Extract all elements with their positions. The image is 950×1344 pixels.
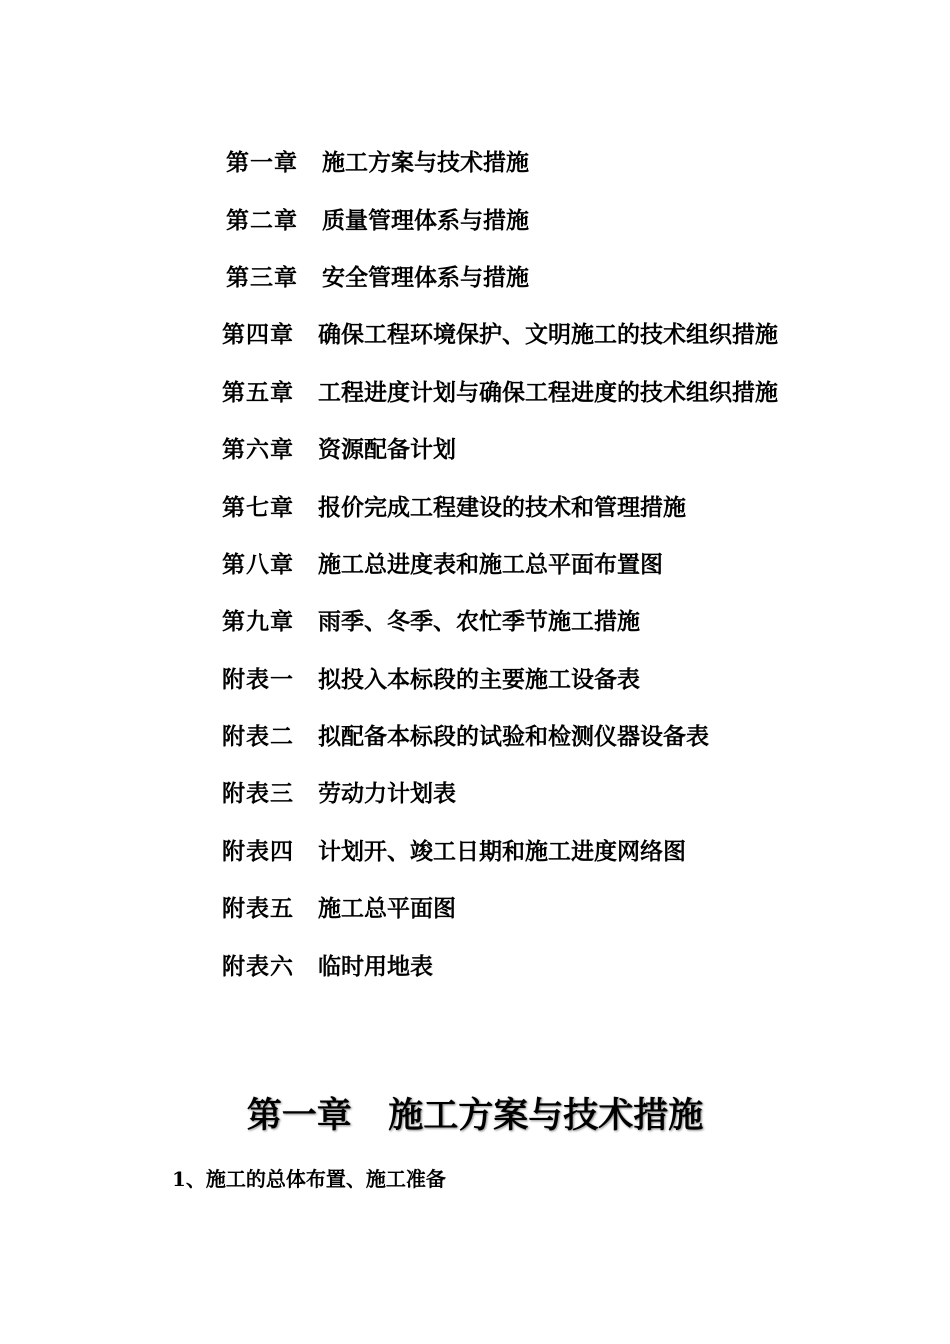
toc-entry-title: 拟投入本标段的主要施工设备表 [318, 665, 640, 693]
toc-entry-number: 附表六 [222, 952, 294, 980]
toc-entry-appendix-1[interactable] [222, 649, 902, 706]
toc-entry-chapter-3[interactable] [222, 247, 902, 304]
toc-entry-title: 临时用地表 [318, 952, 433, 980]
toc-entry-number: 第四章 [222, 321, 294, 349]
toc-entry-number: 第五章 [222, 378, 294, 406]
table-of-contents [222, 132, 902, 993]
toc-entry-title: 报价完成工程建设的技术和管理措施 [318, 493, 686, 521]
toc-entry-title: 雨季、冬季、农忙季节施工措施 [318, 608, 640, 636]
toc-entry-appendix-2[interactable] [222, 706, 902, 763]
toc-entry-number: 附表一 [222, 665, 294, 693]
toc-entry-number: 附表二 [222, 723, 294, 751]
toc-entry-title: 安全管理体系与措施 [322, 263, 529, 291]
toc-entry-number: 第八章 [222, 550, 294, 578]
toc-entry-number: 附表四 [222, 837, 294, 865]
toc-entry-number: 第三章 [226, 263, 298, 291]
toc-entry-title: 计划开、竣工日期和施工进度网络图 [318, 837, 686, 865]
toc-entry-title: 工程进度计划与确保工程进度的技术组织措施 [318, 378, 778, 406]
toc-entry-appendix-4[interactable] [222, 821, 902, 878]
toc-entry-title: 施工总进度表和施工总平面布置图 [318, 550, 663, 578]
toc-entry-number: 附表三 [222, 780, 294, 808]
toc-entry-number: 第九章 [222, 608, 294, 636]
toc-entry-number: 第二章 [226, 206, 298, 234]
toc-entry-chapter-7[interactable] [222, 476, 902, 533]
chapter-title-text: 施工方案与技术措施 [388, 1095, 704, 1136]
toc-entry-appendix-5[interactable] [222, 878, 902, 935]
chapter-heading [0, 1088, 950, 1138]
toc-entry-appendix-3[interactable] [222, 763, 902, 820]
toc-entry-title: 施工总平面图 [318, 895, 456, 923]
toc-entry-chapter-4[interactable] [222, 304, 902, 361]
toc-entry-title: 拟配备本标段的试验和检测仪器设备表 [318, 723, 709, 751]
toc-entry-number: 第七章 [222, 493, 294, 521]
chapter-number: 第一章 [246, 1095, 352, 1136]
toc-entry-chapter-1[interactable] [222, 132, 902, 189]
toc-entry-number: 第六章 [222, 436, 294, 464]
toc-entry-chapter-6[interactable] [222, 419, 902, 476]
toc-entry-chapter-5[interactable] [222, 362, 902, 419]
toc-entry-title: 质量管理体系与措施 [322, 206, 529, 234]
toc-entry-title: 施工方案与技术措施 [322, 149, 529, 177]
toc-entry-title: 确保工程环境保护、文明施工的技术组织措施 [318, 321, 778, 349]
toc-entry-chapter-2[interactable] [222, 189, 902, 246]
toc-entry-number: 第一章 [226, 149, 298, 177]
toc-entry-title: 劳动力计划表 [318, 780, 456, 808]
toc-entry-chapter-8[interactable] [222, 534, 902, 591]
toc-entry-chapter-9[interactable] [222, 591, 902, 648]
toc-entry-number: 附表五 [222, 895, 294, 923]
toc-entry-title: 资源配备计划 [318, 436, 456, 464]
chapter-gap [352, 1095, 389, 1136]
section-heading: 1、施工的总体布置、施工准备 [172, 1167, 446, 1191]
toc-entry-appendix-6[interactable] [222, 935, 902, 992]
